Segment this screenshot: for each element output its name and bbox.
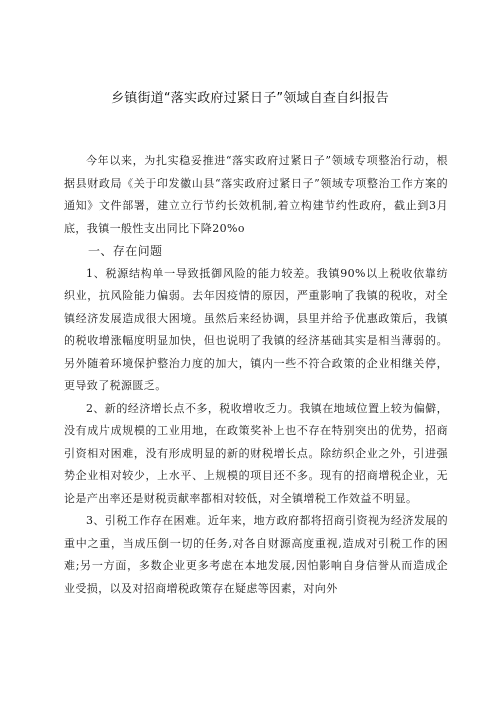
paragraph-1: 1、税源结构单一导致抵御风险的能力较差。我镇90%以上税收依靠纺织业，抗风险能力偏弱。去年因疫情的原因，严重影响了我镇的税收，对全镇经济发展造成很大困境。虽然后来经协调，县里并给予优惠政策后，我镇的税收增涨幅度明显加快，但也说明了我镇的经济基础其实是相当薄弱的。另外随着环境保护整治力度的加大，镇内一些不符合政策的企业相继关停，更导致了税源匮乏。 [64, 266, 448, 392]
document-title: 乡镇街道“落实政府过紧日子”领域自查自纠报告 [111, 91, 389, 106]
section-heading: 一、存在问题 [88, 244, 163, 258]
paragraph-2: 2、新的经济增长点不多，税收增收乏力。我镇在地域位置上较为偏僻，没有成片成规模的工业用地，在政策奖补上也不存在特别突出的优势，招商引资相对困难，没有形成明显的新的财税增长点。除纺织企业之外，引进强势企业相对较少，上水平、上规模的项目还不多。现有的招商增税企业，无论是产出率还是财税贡献率都相对较低，对全镇增税工作效益不明显。 [64, 401, 448, 505]
paragraph-3: 3、引税工作存在困难。近年来，地方政府都将招商引资视为经济发展的重中之重，当成压倒一切的任务,对各自财源高度重视,造成对引税工作的困难;另一方面，多数企业更多考虑在本地发展,因怕影响自身信誉从而造成企业受损，以及对招商增税政策存在疑虑等因素，对向外 [64, 514, 448, 595]
intro-paragraph: 今年以来，为扎实稳妥推进“落实政府过紧日子”领域专项整治行动，根据县财政局《关于印发徽山县“落实政府过紧日子”领域专项整治工作方案的通知》文件部署，建立立行节约长效机制,着立构建节约性政府，截止到3月底，我镇一般性支出同比下降20%o [64, 154, 448, 235]
document-body [64, 150, 448, 600]
